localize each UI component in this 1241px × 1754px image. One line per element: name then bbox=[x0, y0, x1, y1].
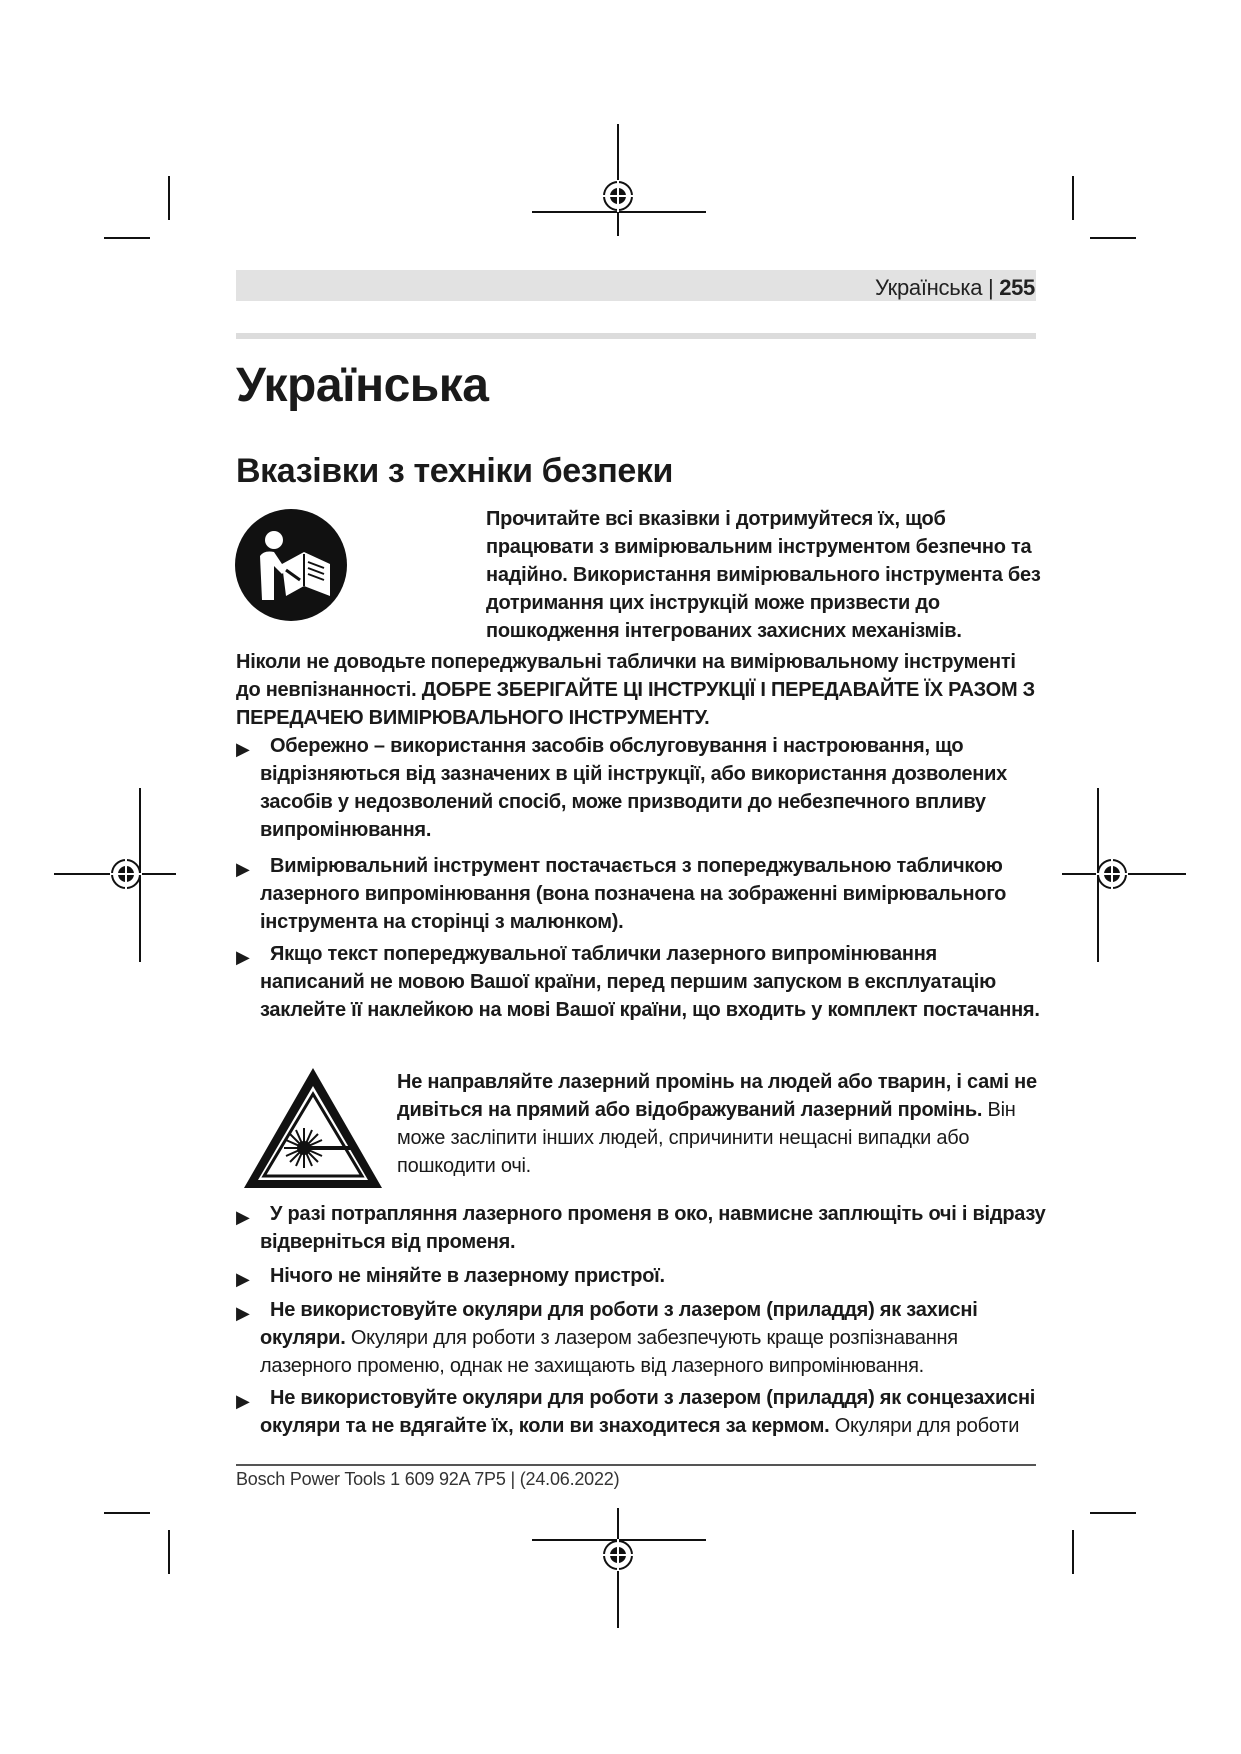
triangle-bullet-icon: ▶ bbox=[236, 1391, 250, 1411]
bullet-text: Не використовуйте окуляри для роботи з лазером (приладдя) як сонцезахисні окуляри та не вдягайте їх, коли ви знаходитеся за кермом. bbox=[260, 1387, 1036, 1437]
list-item bbox=[236, 732, 1046, 844]
triangle-bullet-icon: ▶ bbox=[236, 1269, 250, 1289]
read-manual-icon bbox=[234, 508, 348, 622]
registration-mark-top-icon bbox=[530, 124, 710, 244]
bullet-text: Якщо текст попереджувальної таблички лазерного випромінювання написаний не мовою Вашої країни, перед першим запуском в експлуатацію заклейте її наклейкою на мові Вашої країни, що входить у комплект постачання. bbox=[260, 943, 1040, 1021]
registration-mark-left-icon bbox=[52, 786, 182, 966]
bullet-text: Обережно – використання засобів обслуговування і настроювання, що відрізняються від зазначених в цій інструкції, або використання дозволених засобів у недозволений спосіб, може призводити до небезпечного впливу випромінювання. bbox=[260, 735, 1008, 841]
laser-warning-bold: Не направляйте лазерний промінь на людей або тварин, і самі не дивіться на прямий або відображуваний лазерний промінь. bbox=[397, 1071, 1037, 1121]
triangle-bullet-icon: ▶ bbox=[236, 739, 250, 759]
page-title: Українська bbox=[236, 359, 489, 412]
footer-rule bbox=[236, 1464, 1036, 1466]
list-item bbox=[236, 1296, 1046, 1380]
bullet-text: Не використовуйте окуляри для роботи з лазером (приладдя) як захисні окуляри. bbox=[260, 1299, 978, 1349]
warning-paragraph: Ніколи не доводьте попереджувальні таблички на вимірювальному інструменті до невпізнанності. ДОБРЕ ЗБЕРІГАЙТЕ ЦІ ІНСТРУКЦІЇ І ПЕРЕДАВАЙТЕ ЇХ РАЗОМ З ПЕРЕДАЧЕЮ ВИМІРЮВАЛЬНОГО ІНСТРУМЕНТУ. bbox=[236, 651, 1035, 729]
list-item bbox=[236, 1200, 1046, 1256]
bullet-text: Нічого не міняйте в лазерному пристрої. bbox=[270, 1265, 665, 1287]
bullet-text-regular: Окуляри для роботи bbox=[834, 1415, 1020, 1437]
registration-mark-right-icon bbox=[1060, 786, 1190, 966]
section-title: Вказівки з техніки безпеки bbox=[236, 452, 673, 490]
bullet-text: У разі потрапляння лазерного променя в око, навмисне заплющіть очі і відразу відверніться від променя. bbox=[260, 1203, 1046, 1253]
header-rule bbox=[236, 333, 1036, 339]
bullet-text: Вимірювальний інструмент постачається з попереджувальною табличкою лазерного випромінювання (вона позначена на зображенні вимірювального інструмента на сторінці з малюнком). bbox=[260, 855, 1007, 933]
list-item bbox=[236, 1262, 1046, 1290]
registration-mark-bottom-icon bbox=[530, 1500, 710, 1630]
triangle-bullet-icon: ▶ bbox=[236, 947, 250, 967]
footer-text: Bosch Power Tools 1 609 92A 7P5 | (24.06.2022) bbox=[236, 1469, 620, 1489]
triangle-bullet-icon: ▶ bbox=[236, 1207, 250, 1227]
list-item bbox=[236, 852, 1046, 936]
triangle-bullet-icon: ▶ bbox=[236, 859, 250, 879]
laser-warning-icon bbox=[240, 1064, 386, 1192]
intro-paragraph: Прочитайте всі вказівки і дотримуйтеся їх, щоб працювати з вимірювальним інструментом безпечно та надійно. Використання вимірювального інструмента без дотримання цих інструкцій може призвести до пошкодження інтегрованих захисних механізмів. bbox=[486, 508, 1041, 642]
triangle-bullet-icon: ▶ bbox=[236, 1303, 250, 1323]
laser-warning-regular: Він може засліпити інших людей, спричинити нещасні випадки або пошкодити очі. bbox=[397, 1099, 1016, 1177]
header-separator: | bbox=[987, 275, 994, 300]
list-item bbox=[236, 1384, 1046, 1440]
header-section-label: Українська bbox=[874, 275, 983, 300]
list-item bbox=[236, 940, 1046, 1024]
running-header bbox=[875, 275, 1035, 301]
bullet-text-regular: Окуляри для роботи з лазером забезпечують краще розпізнавання лазерного променю, однак не захищають від лазерного випромінювання. bbox=[260, 1327, 958, 1377]
laser-warning-paragraph bbox=[397, 1068, 1037, 1180]
page-number: 255 bbox=[999, 275, 1035, 300]
